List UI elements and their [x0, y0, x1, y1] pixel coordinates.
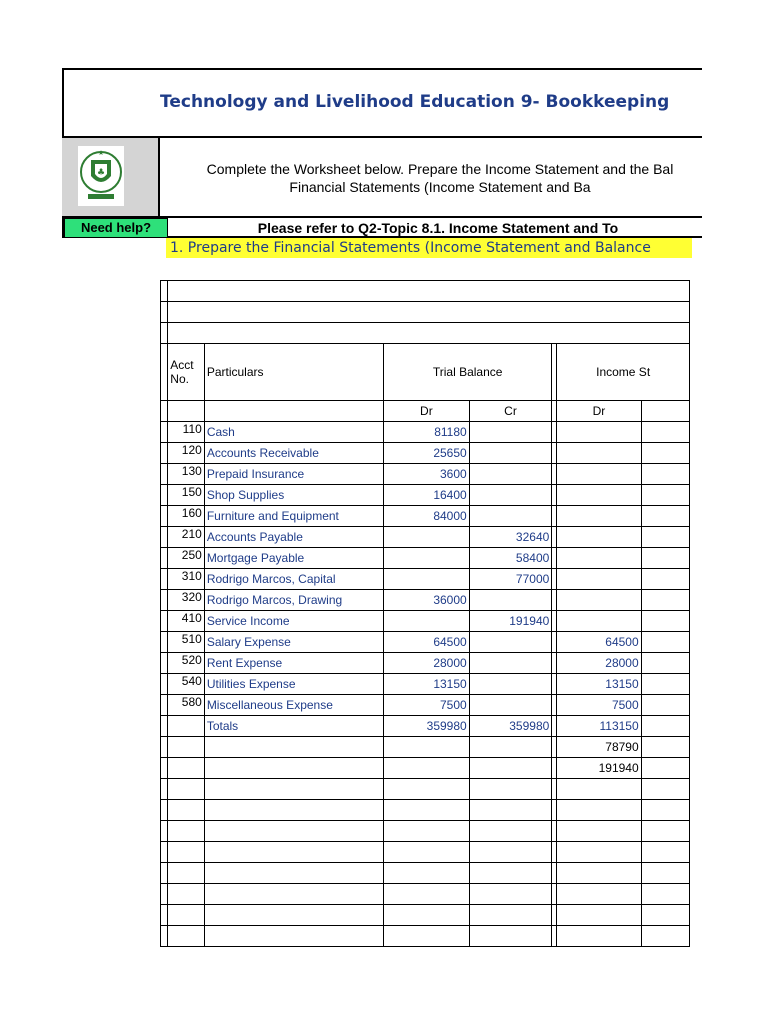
empty-cell: [161, 800, 168, 821]
acct-no-cell: 120: [168, 443, 205, 464]
empty-rows: [161, 779, 690, 947]
tb-dr-total[interactable]: 359980: [384, 716, 470, 737]
spacer-cell: [161, 653, 168, 674]
particulars-cell: Prepaid Insurance: [204, 464, 383, 485]
empty-cell: [161, 821, 168, 842]
spacer-cell: [161, 548, 168, 569]
instruction-line-1: Complete the Worksheet below. Prepare the Income Statement and the Bal: [206, 161, 674, 177]
tb-dr-cell[interactable]: [384, 548, 470, 569]
acct-no-cell: 110: [168, 422, 205, 443]
empty-cell[interactable]: [204, 821, 383, 842]
particulars-cell: Mortgage Payable: [204, 548, 383, 569]
tb-dr-cell[interactable]: [384, 527, 470, 548]
tb-cr-cell[interactable]: [469, 485, 552, 506]
is-dr-cell[interactable]: [557, 464, 641, 485]
is-cr-cell[interactable]: [641, 653, 689, 674]
empty-cell[interactable]: [168, 821, 205, 842]
empty-cell[interactable]: [557, 800, 641, 821]
is-dr-cell[interactable]: [557, 569, 641, 590]
table-row: [161, 674, 690, 695]
is-dr-total[interactable]: 113150: [557, 716, 641, 737]
particulars-cell: Salary Expense: [204, 632, 383, 653]
empty-cell[interactable]: [469, 800, 552, 821]
empty-cell[interactable]: [204, 842, 383, 863]
tb-cr-total[interactable]: 359980: [469, 716, 552, 737]
totals-row: [161, 716, 690, 737]
tb-dr-cell[interactable]: 13150: [384, 674, 470, 695]
tb-dr-cell[interactable]: 84000: [384, 506, 470, 527]
spacer-cell: [161, 695, 168, 716]
spacer-cell: [161, 590, 168, 611]
empty-cell[interactable]: [384, 842, 470, 863]
is-cr-cell[interactable]: [641, 611, 689, 632]
spacer-cell: [161, 464, 168, 485]
is-dr-extra-2[interactable]: 191940: [557, 758, 641, 779]
is-dr-cell[interactable]: 13150: [557, 674, 641, 695]
totals-label: Totals: [204, 716, 383, 737]
empty-cell[interactable]: [557, 926, 641, 947]
empty-cell[interactable]: [469, 842, 552, 863]
table-row: [161, 464, 690, 485]
empty-cell: [161, 926, 168, 947]
tb-cr-cell[interactable]: [469, 506, 552, 527]
empty-row: [161, 842, 690, 863]
spacer-cell: [161, 674, 168, 695]
spacer-cell: [161, 527, 168, 548]
empty-cell[interactable]: [168, 926, 205, 947]
empty-row: [161, 905, 690, 926]
acct-no-cell: 210: [168, 527, 205, 548]
tb-cr-cell[interactable]: [469, 632, 552, 653]
empty-cell[interactable]: [168, 905, 205, 926]
empty-cell[interactable]: [384, 926, 470, 947]
acct-no-cell: 580: [168, 695, 205, 716]
acct-no-header: Acct No.: [168, 344, 205, 401]
tb-cr-label: Cr: [469, 401, 552, 422]
empty-cell[interactable]: [168, 800, 205, 821]
tb-cr-cell[interactable]: 32640: [469, 527, 552, 548]
spacer-cell: [161, 569, 168, 590]
table-row: [161, 695, 690, 716]
is-dr-extra-1[interactable]: 78790: [557, 737, 641, 758]
need-help-button[interactable]: Need help?: [64, 218, 168, 238]
is-dr-cell[interactable]: [557, 422, 641, 443]
empty-cell[interactable]: [641, 884, 689, 905]
empty-cell[interactable]: [557, 779, 641, 800]
table-row: [161, 443, 690, 464]
acct-no-cell: 540: [168, 674, 205, 695]
is-cr-cell[interactable]: [641, 674, 689, 695]
trial-balance-header: Trial Balance: [384, 344, 552, 401]
empty-row: [161, 863, 690, 884]
empty-cell[interactable]: [641, 926, 689, 947]
empty-cell[interactable]: [384, 863, 470, 884]
spacer-cell: [161, 506, 168, 527]
is-cr-cell[interactable]: [641, 506, 689, 527]
is-dr-cell[interactable]: [557, 527, 641, 548]
worksheet-table: [160, 280, 690, 947]
is-dr-cell[interactable]: [557, 485, 641, 506]
tb-dr-label: Dr: [384, 401, 470, 422]
particulars-cell: Utilities Expense: [204, 674, 383, 695]
is-dr-cell[interactable]: 7500: [557, 695, 641, 716]
table-row: [161, 485, 690, 506]
tb-dr-cell[interactable]: 7500: [384, 695, 470, 716]
account-rows: [161, 422, 690, 716]
tb-cr-cell[interactable]: [469, 695, 552, 716]
acct-no-cell: 520: [168, 653, 205, 674]
grand-total-row: [161, 758, 690, 779]
empty-row: [161, 779, 690, 800]
is-dr-cell[interactable]: 28000: [557, 653, 641, 674]
is-cr-cell[interactable]: [641, 569, 689, 590]
empty-cell[interactable]: [168, 779, 205, 800]
empty-cell[interactable]: [204, 779, 383, 800]
particulars-cell: Rodrigo Marcos, Drawing: [204, 590, 383, 611]
table-row: [161, 548, 690, 569]
svg-text:♣: ♣: [96, 168, 106, 178]
tb-dr-cell[interactable]: [384, 569, 470, 590]
acct-no-cell: 160: [168, 506, 205, 527]
particulars-cell: Rodrigo Marcos, Capital: [204, 569, 383, 590]
is-dr-cell[interactable]: [557, 590, 641, 611]
tb-cr-cell[interactable]: [469, 422, 552, 443]
tb-dr-cell[interactable]: 36000: [384, 590, 470, 611]
empty-cell[interactable]: [384, 884, 470, 905]
empty-cell: [161, 779, 168, 800]
particulars-cell: Service Income: [204, 611, 383, 632]
empty-cell[interactable]: [384, 821, 470, 842]
empty-cell[interactable]: [469, 905, 552, 926]
acct-no-cell: 150: [168, 485, 205, 506]
empty-cell[interactable]: [641, 800, 689, 821]
is-cr-cell[interactable]: [641, 632, 689, 653]
empty-cell: [161, 863, 168, 884]
empty-cell[interactable]: [204, 905, 383, 926]
blank-row: [161, 281, 690, 302]
table-row: [161, 422, 690, 443]
is-cr-cell[interactable]: [641, 443, 689, 464]
is-dr-cell[interactable]: [557, 506, 641, 527]
particulars-cell: Accounts Payable: [204, 527, 383, 548]
empty-cell[interactable]: [557, 884, 641, 905]
tb-cr-cell[interactable]: 77000: [469, 569, 552, 590]
dr-cr-row: [161, 401, 690, 422]
empty-cell[interactable]: [557, 842, 641, 863]
is-dr-label: Dr: [557, 401, 641, 422]
is-cr-cell[interactable]: [641, 422, 689, 443]
empty-cell[interactable]: [641, 821, 689, 842]
is-cr-cell[interactable]: [641, 527, 689, 548]
empty-row: [161, 821, 690, 842]
table-row: [161, 506, 690, 527]
table-row: [161, 569, 690, 590]
empty-cell[interactable]: [641, 779, 689, 800]
tb-dr-cell[interactable]: 28000: [384, 653, 470, 674]
empty-cell[interactable]: [384, 779, 470, 800]
acct-no-cell: 510: [168, 632, 205, 653]
empty-cell[interactable]: [469, 884, 552, 905]
tb-dr-cell[interactable]: 3600: [384, 464, 470, 485]
empty-cell[interactable]: [557, 905, 641, 926]
table-row: [161, 527, 690, 548]
is-dr-cell[interactable]: [557, 548, 641, 569]
table-row: [161, 653, 690, 674]
tb-cr-cell[interactable]: [469, 443, 552, 464]
acct-no-cell: 320: [168, 590, 205, 611]
tb-cr-cell[interactable]: 191940: [469, 611, 552, 632]
net-income-row: [161, 737, 690, 758]
particulars-cell: Cash: [204, 422, 383, 443]
income-statement-header: Income St: [557, 344, 690, 401]
spacer-cell: [161, 485, 168, 506]
empty-cell[interactable]: [641, 842, 689, 863]
spacer-cell: [161, 632, 168, 653]
tb-dr-cell[interactable]: 81180: [384, 422, 470, 443]
empty-cell[interactable]: [469, 821, 552, 842]
tb-dr-cell[interactable]: 64500: [384, 632, 470, 653]
tb-cr-cell[interactable]: 58400: [469, 548, 552, 569]
empty-cell[interactable]: [557, 821, 641, 842]
particulars-cell: Shop Supplies: [204, 485, 383, 506]
spacer-cell: [161, 443, 168, 464]
table-row: [161, 611, 690, 632]
tb-dr-cell[interactable]: 16400: [384, 485, 470, 506]
is-cr-cell[interactable]: [641, 590, 689, 611]
empty-cell[interactable]: [469, 863, 552, 884]
is-dr-cell[interactable]: [557, 443, 641, 464]
is-dr-cell[interactable]: 64500: [557, 632, 641, 653]
page-title: Technology and Livelihood Education 9- Bookkeeping: [160, 92, 670, 112]
particulars-cell: Rent Expense: [204, 653, 383, 674]
is-cr-cell[interactable]: [641, 695, 689, 716]
empty-cell[interactable]: [384, 800, 470, 821]
empty-cell[interactable]: [168, 842, 205, 863]
tb-dr-cell[interactable]: [384, 611, 470, 632]
empty-cell[interactable]: [557, 863, 641, 884]
particulars-cell: Accounts Receivable: [204, 443, 383, 464]
empty-cell: [161, 905, 168, 926]
acct-no-cell: 130: [168, 464, 205, 485]
is-dr-cell[interactable]: [557, 611, 641, 632]
empty-cell[interactable]: [384, 905, 470, 926]
particulars-cell: Miscellaneous Expense: [204, 695, 383, 716]
empty-row: [161, 884, 690, 905]
svg-text:★: ★: [97, 149, 105, 157]
empty-cell[interactable]: [641, 905, 689, 926]
empty-cell[interactable]: [204, 884, 383, 905]
is-cr-cell[interactable]: [641, 464, 689, 485]
empty-cell[interactable]: [168, 884, 205, 905]
particulars-cell: Furniture and Equipment: [204, 506, 383, 527]
tb-cr-cell[interactable]: [469, 653, 552, 674]
table-row: [161, 632, 690, 653]
empty-cell[interactable]: [469, 926, 552, 947]
blank-row: [161, 302, 690, 323]
is-cr-cell[interactable]: [641, 485, 689, 506]
spacer-cell: [161, 611, 168, 632]
tb-cr-cell[interactable]: [469, 464, 552, 485]
empty-cell[interactable]: [204, 800, 383, 821]
reference-note: Please refer to Q2-Topic 8.1. Income Statement and To: [257, 220, 619, 236]
acct-no-cell: 250: [168, 548, 205, 569]
empty-row: [161, 800, 690, 821]
empty-cell[interactable]: [204, 863, 383, 884]
tb-cr-cell[interactable]: [469, 674, 552, 695]
empty-cell[interactable]: [168, 863, 205, 884]
empty-cell[interactable]: [641, 863, 689, 884]
empty-cell[interactable]: [469, 779, 552, 800]
table-row: [161, 590, 690, 611]
blank-row: [161, 323, 690, 344]
is-cr-cell[interactable]: [641, 548, 689, 569]
acct-no-cell: 310: [168, 569, 205, 590]
empty-cell: [161, 884, 168, 905]
empty-cell: [161, 842, 168, 863]
column-header-row: [161, 344, 690, 401]
empty-cell[interactable]: [204, 926, 383, 947]
acct-no-cell: 410: [168, 611, 205, 632]
empty-row: [161, 926, 690, 947]
tb-dr-cell[interactable]: 25650: [384, 443, 470, 464]
instruction-line-2: Financial Statements (Income Statement and Ba: [289, 179, 591, 195]
particulars-header: Particulars: [204, 344, 383, 401]
tb-cr-cell[interactable]: [469, 590, 552, 611]
task-instruction: 1. Prepare the Financial Statements (Income Statement and Balance: [166, 238, 692, 258]
spacer-cell: [161, 422, 168, 443]
